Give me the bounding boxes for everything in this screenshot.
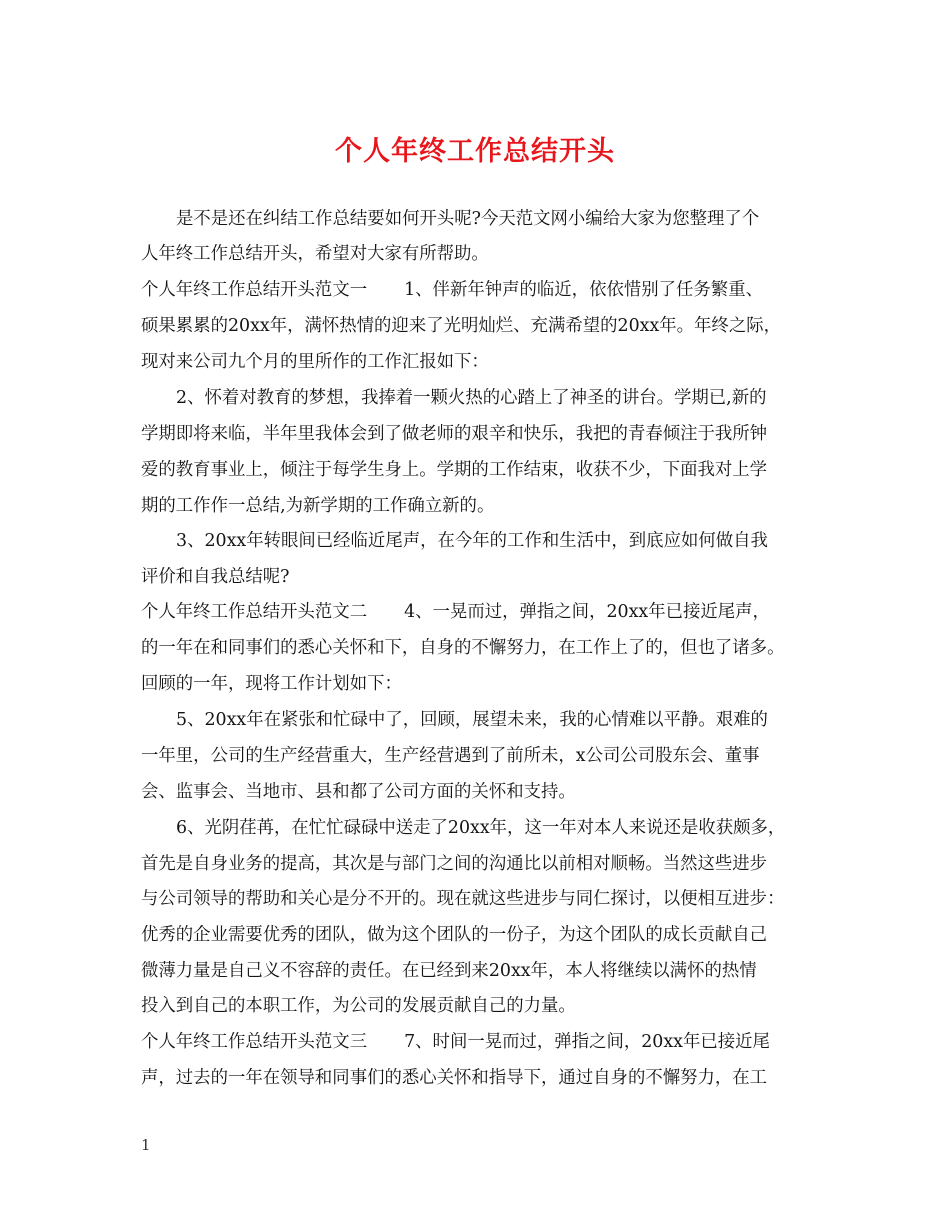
- text-line: 与公司领导的帮助和关心是分不开的。现在就这些进步与同仁探讨，以便相互进步：: [141, 889, 785, 909]
- section-heading: 个人年终工作总结开头范文三: [141, 1032, 368, 1052]
- text-line: 回顾的一年，现将工作计划如下：: [141, 674, 402, 694]
- text-line: 爱的教育事业上，倾注于每学生身上。学期的工作结束，收获不少，下面我对上学: [141, 460, 768, 480]
- text-line: 期的工作作一总结,为新学期的工作确立新的。: [141, 496, 495, 516]
- text-line: 的一年在和同事们的悉心关怀和下，自身的不懈努力，在工作上了的，但也了诸多。: [141, 638, 785, 658]
- text-line: 是不是还在纠结工作总结要如何开头呢?今天范文网小编给大家为您整理了个: [176, 209, 760, 229]
- section-heading-line: [141, 602, 770, 622]
- section-heading-line: [141, 1032, 770, 1052]
- text-segment: 7、时间一晃而过，弹指之间，20xx年已接近尾: [404, 1032, 770, 1052]
- text-segment: 1、伴新年钟声的临近，依依惜别了任务繁重、: [404, 280, 763, 300]
- text-line: 人年终工作总结开头，希望对大家有所帮助。: [141, 244, 489, 264]
- section-heading-line: [141, 280, 763, 300]
- text-line: 优秀的企业需要优秀的团队，做为这个团队的一份子，为这个团队的成长贡献自己: [141, 925, 768, 945]
- text-segment: 4、一晃而过，弹指之间，20xx年已接近尾声，: [404, 602, 770, 622]
- text-line: 会、监事会、当地市、县和都了公司方面的关怀和支持。: [141, 782, 576, 802]
- text-line: 首先是自身业务的提高，其次是与部门之间的沟通比以前相对顺畅。当然这些进步: [141, 854, 768, 874]
- text-line: 5、20xx年在紧张和忙碌中了，回顾，展望未来，我的心情难以平静。艰难的: [176, 710, 768, 730]
- text-line: 2、怀着对教育的梦想，我捧着一颗火热的心踏上了神圣的讲台。学期已,新的: [176, 388, 767, 408]
- text-line: 6、光阴荏苒，在忙忙碌碌中送走了20xx年，这一年对本人来说还是收获颇多，: [176, 818, 786, 838]
- page-number: 1: [141, 1136, 151, 1154]
- text-line: 投入到自己的本职工作，为公司的发展贡献自己的力量。: [141, 996, 576, 1016]
- text-line: 硕果累累的20xx年，满怀热情的迎来了光明灿烂、充满希望的20xx年。年终之际，: [141, 316, 781, 336]
- section-heading: 个人年终工作总结开头范文二: [141, 602, 368, 622]
- section-heading: 个人年终工作总结开头范文一: [141, 280, 368, 300]
- text-line: 3、20xx年转眼间已经临近尾声，在今年的工作和生活中，到底应如何做自我: [176, 531, 768, 551]
- text-line: 一年里，公司的生产经营重大，生产经营遇到了前所未，x公司公司股东会、董事: [141, 746, 760, 766]
- text-line: 评价和自我总结呢?: [141, 567, 290, 587]
- document-title: 个人年终工作总结开头: [335, 136, 615, 167]
- text-line: 学期即将来临，半年里我体会到了做老师的艰辛和快乐，我把的青春倾注于我所钟: [141, 424, 768, 444]
- text-line: 声，过去的一年在领导和同事们的悉心关怀和指导下，通过自身的不懈努力，在工: [141, 1068, 768, 1088]
- text-line: 现对来公司九个月的里所作的工作汇报如下：: [141, 352, 489, 372]
- text-line: 微薄力量是自己义不容辞的责任。在已经到来20xx年，本人将继续以满怀的热情: [141, 961, 757, 981]
